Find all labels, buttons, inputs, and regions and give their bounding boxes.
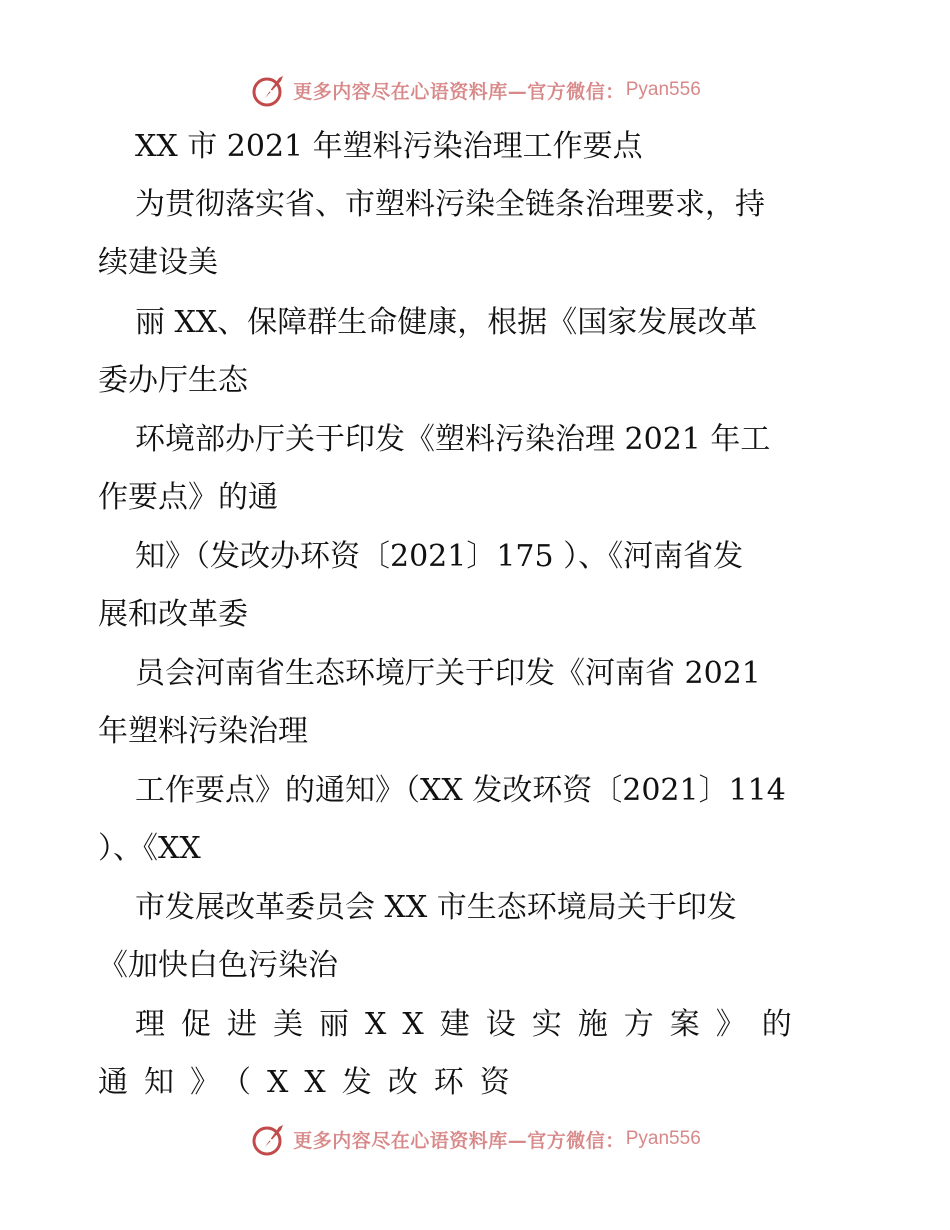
paragraph-line: 通知》（XX发改环资: [98, 1065, 526, 1100]
paragraph-line: 为贯彻落实省、市塑料污染全链条治理要求，持: [135, 187, 765, 222]
paragraph-line: 年塑料污染治理: [98, 714, 308, 749]
watermark-banner-top: [0, 68, 950, 112]
watermark-wechat-id: Pyan556: [625, 79, 701, 100]
paragraph-line: 作要点》的通: [98, 480, 278, 515]
paragraph-line: 知》（发改办环资〔2021〕175 ）、《河南省发: [135, 539, 744, 574]
watermark-text: 更多内容尽在心语资料库—官方微信：: [293, 1129, 625, 1152]
paragraph-line: 委办厅生态: [98, 363, 248, 398]
watermark-banner-bottom: [0, 1117, 950, 1161]
quill-ring-logo-icon: [249, 70, 289, 110]
watermark-wechat-id: Pyan556: [625, 1128, 701, 1149]
paragraph-line: ）、《XX: [98, 831, 201, 866]
quill-ring-logo-icon: [249, 1119, 289, 1159]
document-body: [0, 114, 950, 1114]
paragraph-line: 续建设美: [98, 245, 218, 280]
document-title: XX 市 2021 年塑料污染治理工作要点: [135, 129, 643, 164]
paragraph-line: 市发展改革委员会 XX 市生态环境局关于印发: [135, 890, 737, 925]
watermark-text: 更多内容尽在心语资料库—官方微信：: [293, 80, 625, 103]
paragraph-line: 环境部办厅关于印发《塑料污染治理 2021 年工: [135, 422, 771, 457]
paragraph-line: 展和改革委: [98, 597, 248, 632]
paragraph-line: 丽 XX、保障群生命健康，根据《国家发展改革: [135, 305, 758, 340]
paragraph-line: 员会河南省生态环境厅关于印发《河南省 2021: [135, 656, 761, 691]
paragraph-line: 《加快白色污染治: [98, 948, 338, 983]
paragraph-line: 理促进美丽XX建设实施方案》的: [135, 1007, 808, 1042]
paragraph-line: 工作要点》的通知》（XX 发改环资〔2021〕114: [135, 773, 786, 808]
